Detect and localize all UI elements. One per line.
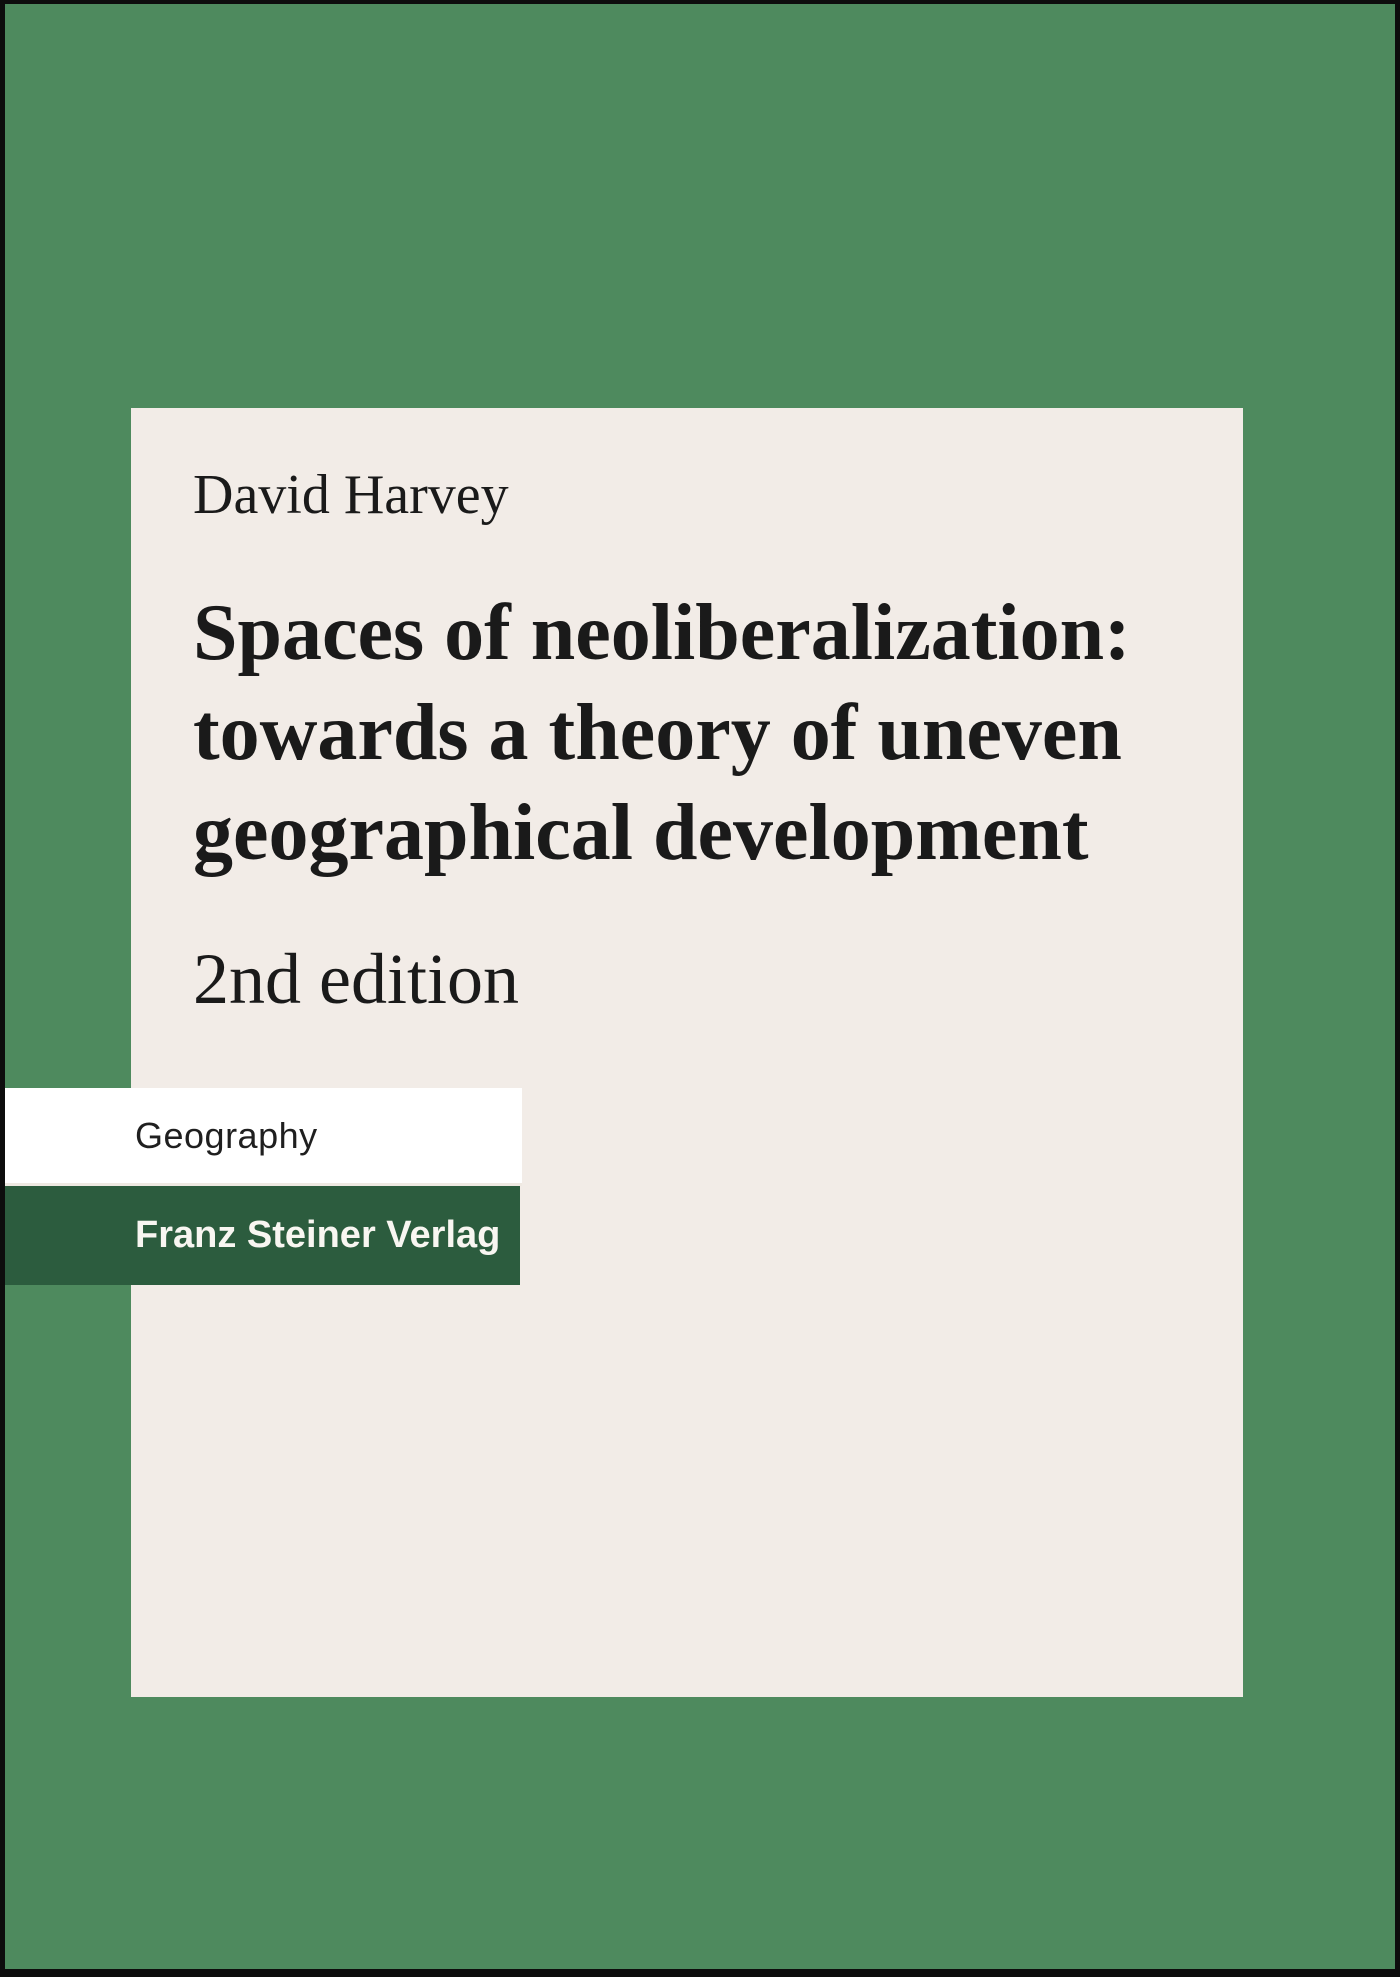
author-name: David Harvey [193,464,509,526]
title-line: Spaces of neoliberalization: [193,589,1131,677]
title-line: towards a theory of uneven [193,689,1122,777]
category-label: Geography [135,1114,318,1156]
cover-background [5,4,1395,1969]
edition-label: 2nd edition [193,939,519,1019]
title-line: geographical development [193,789,1089,877]
publisher-label: Franz Steiner Verlag [135,1214,501,1256]
category-band [5,1088,522,1183]
book-title [193,583,1131,883]
publisher-band [5,1186,520,1285]
